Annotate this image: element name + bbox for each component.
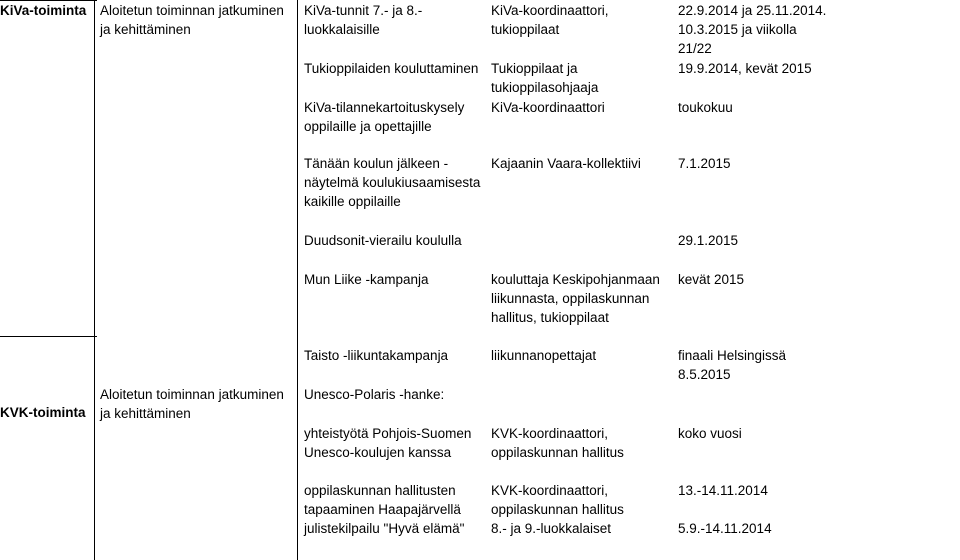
responsible-cell: KiVa-koordinaattori, tukioppilaat (491, 3, 609, 37)
time-cell: 13.-14.11.2014 (678, 483, 768, 498)
time-cell: 29.1.2015 (678, 233, 739, 248)
time-cell: 5.9.-14.11.2014 (678, 521, 772, 536)
responsible-cell: KVK-koordinaattori, oppilaskunnan hallitus (491, 426, 624, 460)
activity-cell: oppilaskunnan hallitusten tapaaminen Haapajärvellä (304, 483, 461, 517)
section-divider (0, 336, 97, 337)
column-divider (94, 0, 95, 560)
responsible-cell: kouluttaja Keskipohjanmaan liikunnasta, oppilaskunnan hallitus, tukioppilaat (491, 272, 660, 325)
column-divider (297, 0, 298, 560)
activity-cell: Tänään koulun jälkeen - näytelmä koulukiusaamisesta kaikille oppilaille (304, 156, 481, 209)
activity-cell: Duudsonit-vierailu koululla (304, 233, 462, 248)
activity-cell: KiVa-tunnit 7.- ja 8.- luokkalaisille (304, 3, 423, 37)
activity-cell: julistekilpailu "Hyvä elämä" (304, 521, 465, 536)
activity-cell: Mun Liike -kampanja (304, 272, 429, 287)
time-cell: kevät 2015 (678, 272, 745, 287)
responsible-cell: KiVa-koordinaattori (491, 100, 605, 115)
activity-cell: yhteistyötä Pohjois-Suomen Unesco-koulujen kanssa (304, 426, 472, 460)
category-kvk: Aloitetun toiminnan jatkuminen ja kehittäminen (100, 387, 284, 421)
activity-cell: Tukioppilaiden kouluttaminen (304, 61, 479, 76)
responsible-cell: Kajaanin Vaara-kollektiivi (491, 156, 641, 171)
time-cell: toukokuu (678, 100, 733, 115)
responsible-cell: liikunnanopettajat (491, 348, 597, 363)
responsible-cell: Tukioppilaat ja tukioppilasohjaaja (491, 61, 599, 95)
responsible-cell: 8.- ja 9.-luokkalaiset (491, 521, 612, 536)
activity-cell: Unesco-Polaris -hanke: (304, 387, 445, 402)
activity-cell: Taisto -liikuntakampanja (304, 348, 449, 363)
time-cell: finaali Helsingissä 8.5.2015 (678, 348, 787, 382)
time-cell: 22.9.2014 ja 25.11.2014. 10.3.2015 ja viikolla 21/22 (678, 3, 827, 56)
responsible-cell: KVK-koordinaattori, oppilaskunnan hallitus (491, 483, 624, 517)
time-cell: 19.9.2014, kevät 2015 (678, 61, 812, 76)
time-cell: koko vuosi (678, 426, 742, 441)
activity-cell: KiVa-tilannekartoituskysely oppilaille ja opettajille (304, 100, 465, 134)
category-kiva: Aloitetun toiminnan jatkuminen ja kehittäminen (100, 3, 284, 37)
time-cell: 7.1.2015 (678, 156, 731, 171)
section-title-kiva: KiVa-toiminta (0, 3, 87, 18)
section-title-kvk: KVK-toiminta (0, 405, 86, 420)
